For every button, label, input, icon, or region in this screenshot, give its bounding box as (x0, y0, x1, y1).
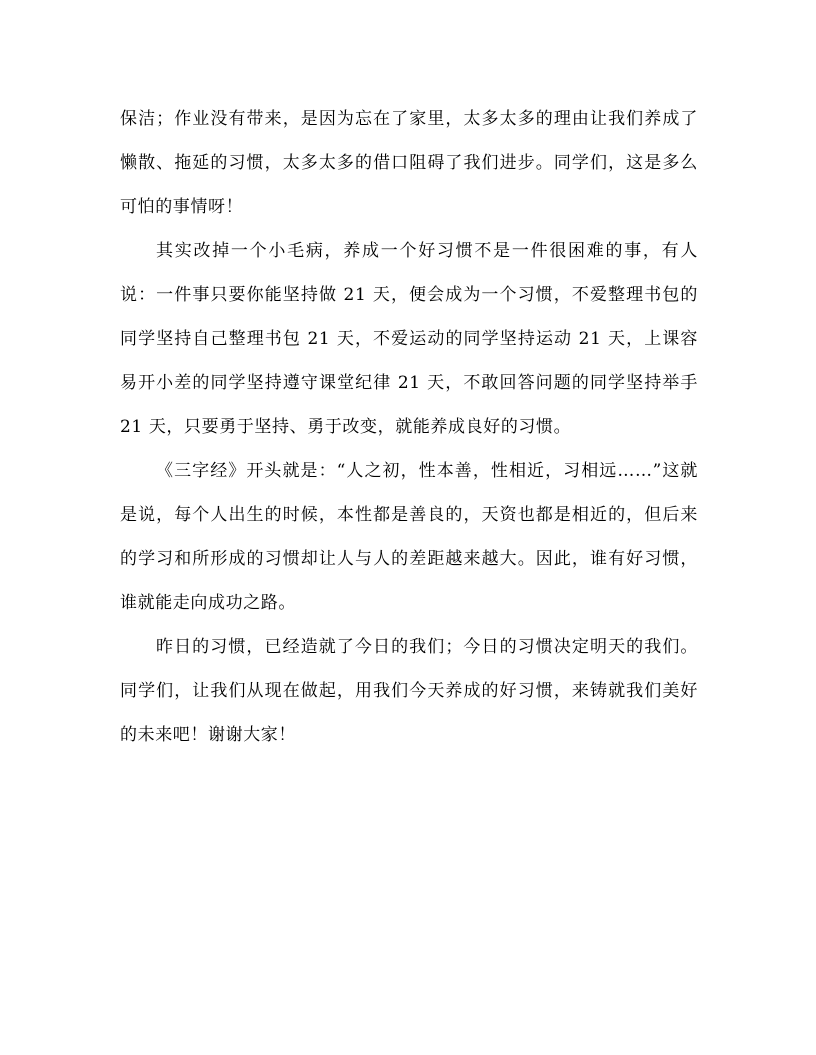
document-body (120, 97, 698, 757)
paragraph-21-days: 其实改掉一个小毛病，养成一个好习惯不是一件很困难的事，有人说：一件事只要你能坚持做 21 天，便会成为一个习惯，不爱整理书包的同学坚持自己整理书包 21 天，不爱运动的同学坚持运动 21 天，上课容易开小差的同学坚持遵守课堂纪律 21 天，不敢回答问题的同学坚持举手 21 天，只要勇于坚持、勇于改变，就能养成良好的习惯。 (120, 241, 698, 437)
paragraph-continuation: 保洁；作业没有带来，是因为忘在了家里，太多太多的理由让我们养成了懒散、拖延的习惯，太多太多的借口阻碍了我们进步。同学们，这是多么可怕的事情呀！ (120, 109, 698, 217)
paragraph-three-character-classic: 《三字经》开头就是：“人之初，性本善，性相近，习相远……”这就是说，每个人出生的时候，本性都是善良的，天资也都是相近的，但后来的学习和所形成的习惯却让人与人的差距越来越大。因此，谁有好习惯，谁就能走向成功之路。 (120, 461, 698, 613)
paragraph-conclusion: 昨日的习惯，已经造就了今日的我们；今日的习惯决定明天的我们。同学们，让我们从现在做起，用我们今天养成的好习惯，来铸就我们美好的未来吧！谢谢大家！ (120, 637, 698, 745)
